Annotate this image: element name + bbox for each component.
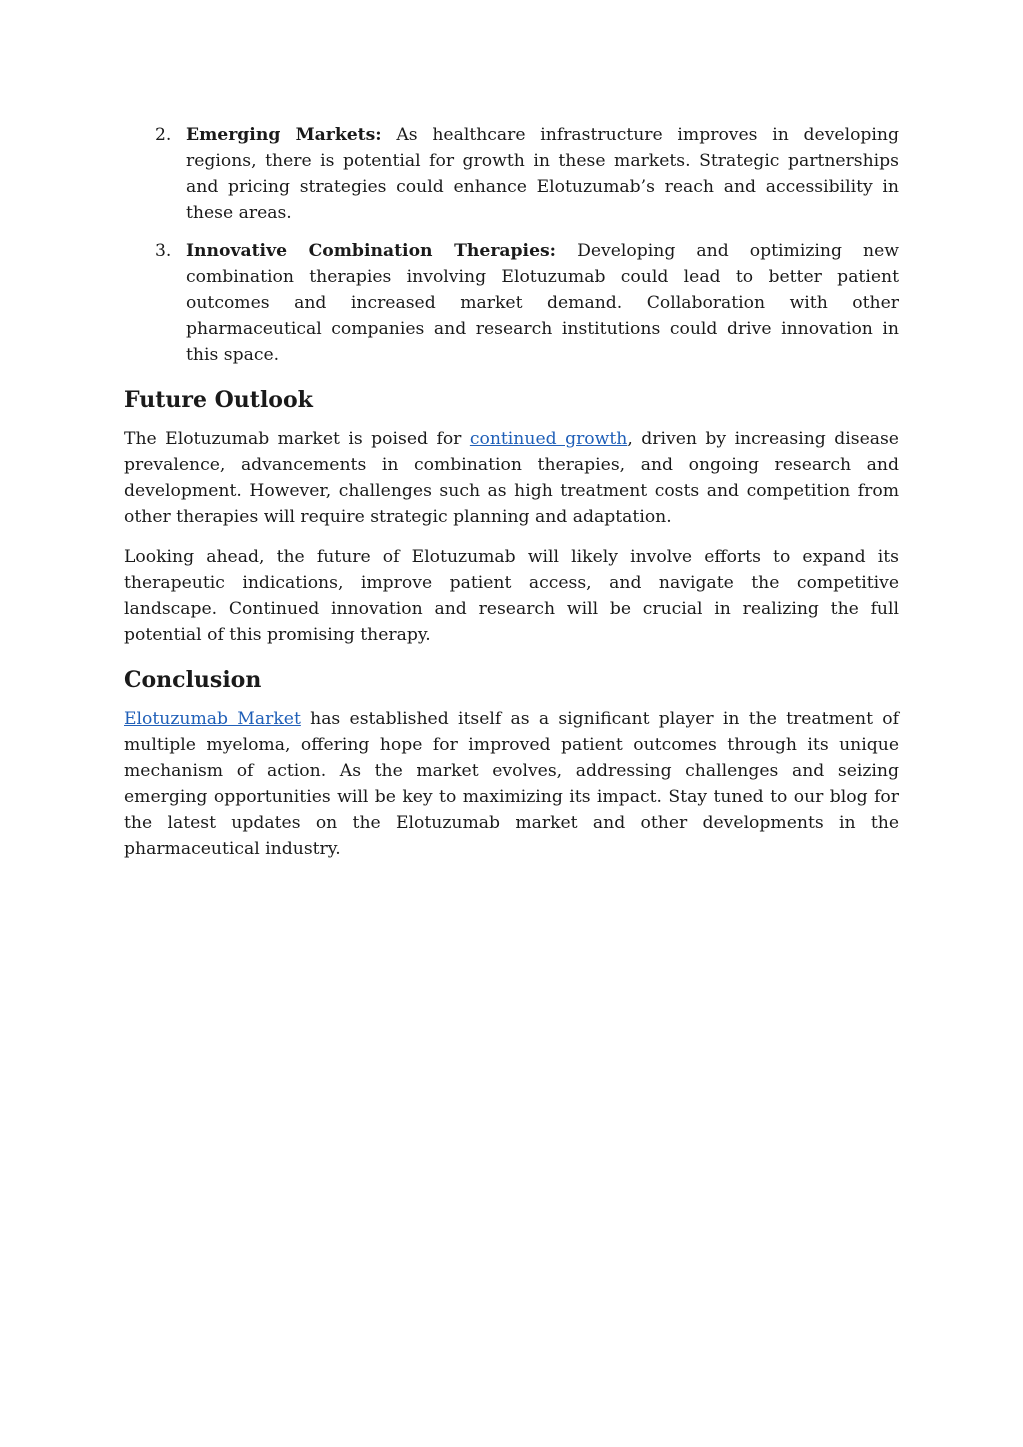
list-item bbox=[124, 238, 899, 368]
conclusion-heading: Conclusion bbox=[124, 667, 262, 693]
conclusion-paragraph bbox=[124, 706, 899, 862]
future-outlook-paragraph-2: Looking ahead, the future of Elotuzumab will likely involve efforts to expand its therapeutic indications, improve patient access, and navigate the competitive landscape. Continued innovation and research will be crucial in realizing the full potential of this promising therapy. bbox=[124, 547, 899, 645]
future-outlook-paragraph-1 bbox=[124, 426, 899, 530]
elotuzumab-market-link[interactable]: Elotuzumab Market bbox=[124, 709, 301, 729]
continued-growth-link[interactable]: continued growth bbox=[469, 429, 628, 449]
list-item-number: 2. bbox=[155, 125, 172, 145]
list-item-number: 3. bbox=[155, 241, 172, 261]
list-item-title: Emerging Markets: bbox=[186, 125, 382, 145]
list-item bbox=[124, 122, 899, 226]
paragraph-text: The Elotuzumab market is poised for bbox=[124, 429, 470, 449]
paragraph-text: has established itself as a significant player in the treatment of multiple myeloma, offering hope for improved patient outcomes through its unique mechanism of action. As the market evolves, addressing challenges and seizing emerging opportunities will be key to maximizing its impact. Stay tuned to our blog for the latest updates on the Elotuzumab market and other developments in the pharmaceutical industry. bbox=[124, 709, 899, 859]
future-outlook-heading: Future Outlook bbox=[124, 387, 313, 413]
list-item-text: Developing and optimizing new combination therapies involving Elotuzumab could lead to better patient outcomes and increased market demand. Collaboration with other pharmaceutical companies and research institutions could drive innovation in this space. bbox=[186, 241, 899, 365]
paragraph-text: , driven by increasing disease prevalence, advancements in combination therapies, and ongoing research and development. However, challenges such as high treatment costs and competition from other therapies will require strategic planning and adaptation. bbox=[124, 429, 899, 527]
list-item-title: Innovative Combination Therapies: bbox=[186, 241, 557, 261]
opportunities-list bbox=[124, 122, 899, 368]
list-item-text: As healthcare infrastructure improves in developing regions, there is potential for growth in these markets. Strategic partnerships and pricing strategies could enhance Elotuzumab’s reach and accessibility in these areas. bbox=[186, 125, 900, 223]
document-page bbox=[124, 122, 899, 876]
